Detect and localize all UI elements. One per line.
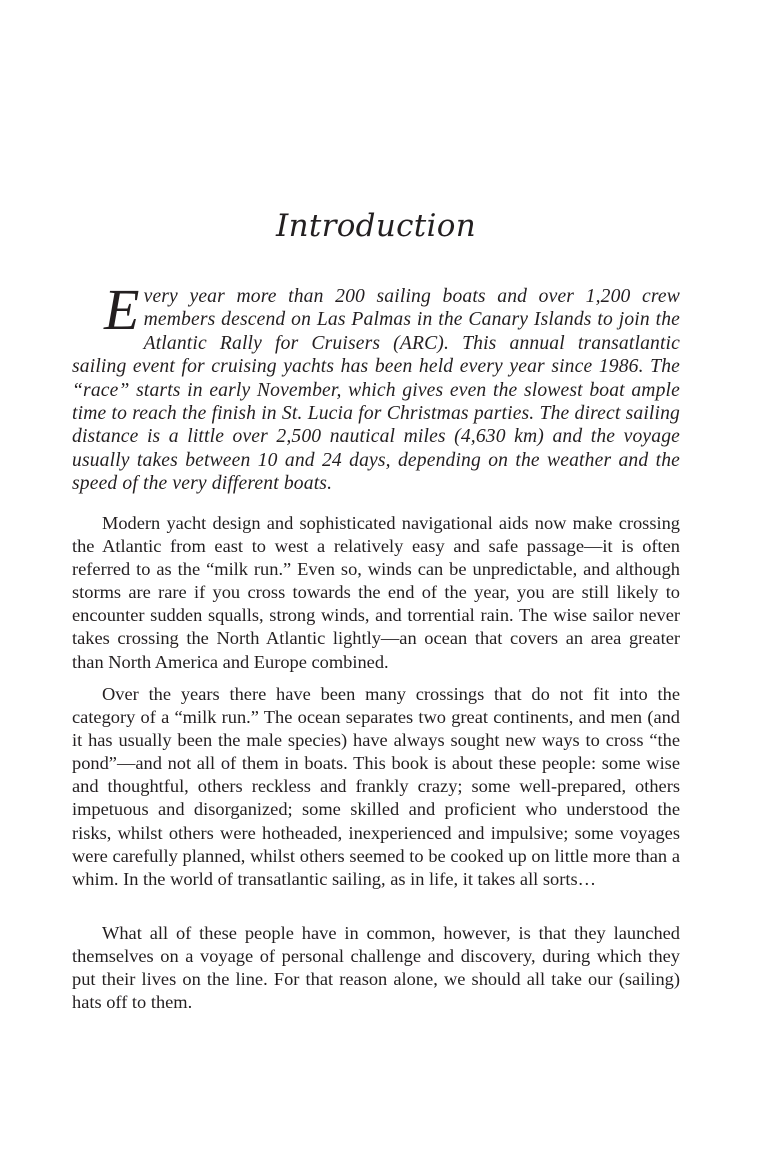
body-paragraph: Over the years there have been many crossings that do not fit into the category of a “milk run.” The ocean separates two great continents, and men (and it has usually been the male species) have always sought new ways to cross “the pond”—and not all of them in boats. This book is about these people: some wise and thoughtful, others reckless and frankly crazy; some well-prepared, others impetuous and disorganized; some skilled and proficient who understood the risks, whilst others were hotheaded, inexperienced and impulsive; some voyages were carefully planned, whilst others seemed to be cooked up on little more than a whim. In the world of transatlantic sailing, as in life, it takes all sorts… — [72, 684, 680, 889]
chapter-title: Introduction — [276, 208, 476, 244]
body-paragraph: Modern yacht design and sophisticated navigational aids now make crossing the Atlantic from east to west a relatively easy and safe passage—it is often referred to as the “milk run.” Even so, winds can be unpredictable, and although storms are rare if you cross towards the end of the year, you are still likely to encounter sudden squalls, strong winds, and torrential rain. The wise sailor never takes crossing the North Atlantic lightly—an ocean that covers an area greater than North America and Europe combined. — [72, 513, 680, 672]
body-paragraph: What all of these people have in common, however, is that they launched themselves on a voyage of personal challenge and discovery, during which they put their lives on the line. For that reason alone, we should all take our (sailing) hats off to them. — [72, 923, 680, 1013]
intro-text: very year more than 200 sailing boats and over 1,200 crew members descend on Las Palmas in the Canary Islands to join the Atlantic Rally for Cruisers (ARC). This annual transatlantic sailing event for cruising yachts has been held every year since 1986. The “race” starts in early November, which gives even the slowest boat ample time to reach the finish in St. Lucia for Christmas parties. The direct sailing distance is a little over 2,500 nautical miles (4,630 km) and the voyage usually takes between 10 and 24 days, depending on the weather and the speed of the very different boats. — [72, 286, 680, 495]
intro-paragraph — [72, 277, 680, 496]
drop-cap: E — [104, 277, 140, 342]
